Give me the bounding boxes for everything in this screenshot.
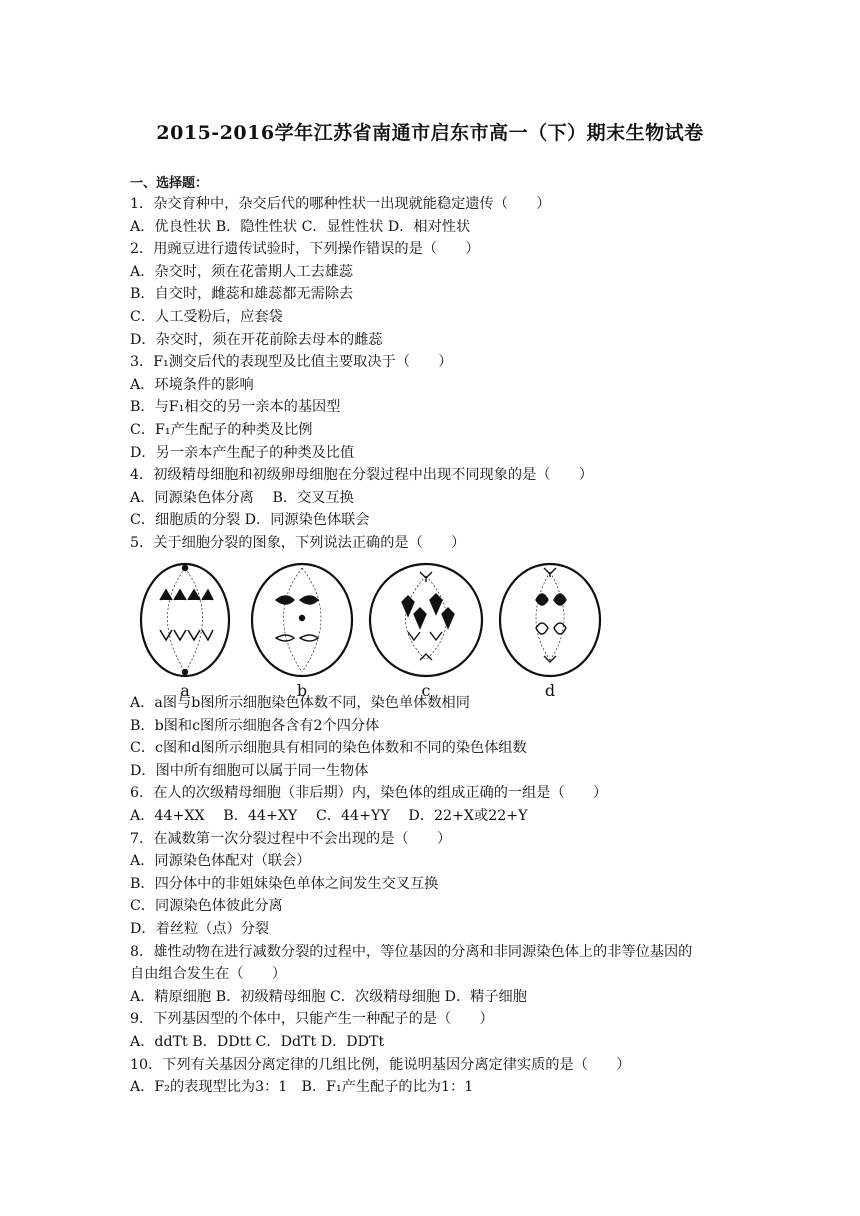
text-line: C．人工受粉后，应套袋 xyxy=(130,308,283,325)
text-line: 7．在减数第一次分裂过程中不会出现的是（ ） xyxy=(130,830,452,847)
cell-a-membrane xyxy=(141,564,229,676)
text-line: 6．在人的次级精母细胞（非后期）内，染色体的组成正确的一组是（ ） xyxy=(130,785,608,802)
text-line: A．杂交时，须在花蕾期人工去雄蕊 xyxy=(130,263,354,280)
text-line: 2．用豌豆进行遗传试验时，下列操作错误的是（ ） xyxy=(130,241,480,258)
question-block-2 xyxy=(130,692,750,1099)
text-line: C．F₁产生配子的种类及比例 xyxy=(130,421,313,438)
text-line: 10．下列有关基因分离定律的几组比例，能说明基因分离定律实质的是（ ） xyxy=(130,1056,631,1073)
text-line: 4．初级精母细胞和初级卵母细胞在分裂过程中出现不同现象的是（ ） xyxy=(130,467,594,484)
page-title: 2015-2016学年江苏省南通市启东市高一（下）期末生物试卷 xyxy=(156,122,704,144)
text-line: A．环境条件的影响 xyxy=(130,376,254,393)
text-line: 1．杂交育种中，杂交后代的哪种性状一出现就能稳定遗传（ ） xyxy=(130,196,551,212)
text-line: B．b图和c图所示细胞各含有2个四分体 xyxy=(130,717,380,734)
cell-division-figure xyxy=(130,556,610,698)
text-line: A．同源染色体分离 B．交叉互换 xyxy=(130,489,354,506)
text-line: B．自交时，雌蕊和雄蕊都无需除去 xyxy=(130,286,354,303)
text-line: 9．下列基因型的个体中，只能产生一种配子的是（ ） xyxy=(130,1011,494,1028)
text-line: D．图中所有细胞可以属于同一生物体 xyxy=(130,762,369,779)
question-block-1 xyxy=(130,193,750,555)
text-line: A．44+XX B．44+XY C．44+YY D．22+X或22+Y xyxy=(130,807,528,824)
text-line: A．F₂的表现型比为3：1 B．F₁产生配子的比为1：1 xyxy=(130,1079,474,1096)
text-line: C．细胞质的分裂 D．同源染色体联会 xyxy=(130,512,370,529)
text-line: 自由组合发生在（ ） xyxy=(130,966,287,983)
section-heading: 一、选择题： xyxy=(130,176,209,191)
text-line: C．c图和d图所示细胞具有相同的染色体数和不同的染色体组数 xyxy=(130,740,527,757)
text-line: 5．关于细胞分裂的图象，下列说法正确的是（ ） xyxy=(130,534,466,551)
text-line: A．同源染色体配对（联会） xyxy=(130,853,311,870)
text-line: A．精原细胞 B．初级精母细胞 C．次级精母细胞 D．精子细胞 xyxy=(130,988,527,1005)
figure-label-d: d xyxy=(544,681,556,698)
text-line: 8．雄性动物在进行减数分裂的过程中，等位基因的分离和非同源染色体上的非等位基因的 xyxy=(130,943,693,960)
text-line: C．同源染色体彼此分离 xyxy=(130,898,283,915)
text-line: B．四分体中的非姐妹染色单体之间发生交叉互换 xyxy=(130,875,439,892)
text-line: D．另一亲本产生配子的种类及比值 xyxy=(130,444,355,461)
figure-label-a: a xyxy=(180,681,190,698)
cell-d-membrane xyxy=(500,564,600,676)
text-line: A．a图与b图所示细胞染色体数不同，染色单体数相同 xyxy=(130,695,470,711)
figure-label-c: c xyxy=(421,681,431,698)
text-line: 3．F₁测交后代的表现型及比值主要取决于（ ） xyxy=(130,354,453,371)
text-line: D．着丝粒（点）分裂 xyxy=(130,920,270,937)
figure-label-b: b xyxy=(296,681,308,698)
text-line: A．ddTt B．DDtt C．DdTt D．DDTt xyxy=(130,1033,385,1050)
text-line: D．杂交时，须在开花前除去母本的雌蕊 xyxy=(130,331,383,348)
text-line: A．优良性状 B．隐性性状 C．显性性状 D．相对性状 xyxy=(130,218,471,235)
text-line: B．与F₁相交的另一亲本的基因型 xyxy=(130,399,341,416)
